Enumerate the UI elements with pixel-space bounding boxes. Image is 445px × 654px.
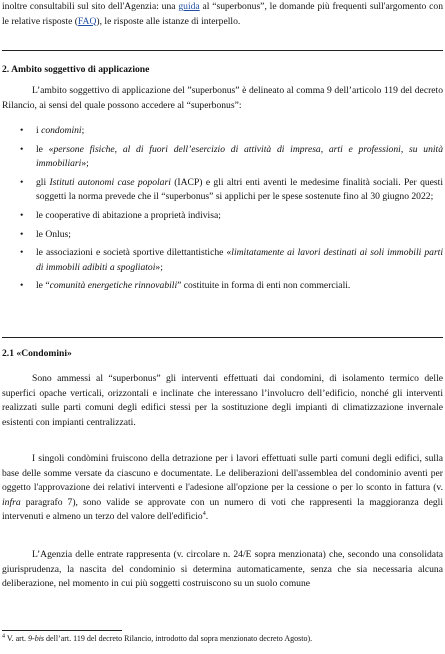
list-item: • i condomini; xyxy=(20,124,443,139)
subsection-heading: 2.1 «Condomini» xyxy=(2,348,72,359)
footnote: $^4$ V. art. 9-bis dell’art. 119 del decreto Rilancio, introdotto dal sopra menzionato decreto Agosto). xyxy=(2,633,313,643)
faq-link[interactable]: FAQ xyxy=(77,15,97,27)
body-paragraph: Sono ammessi al “superbonus” gli interventi effettuati dai condomini, di isolamento termico delle superfici opache verticali, orizzontali e inclinate che interessano l’involucro dell’edificio, nonché gli interventi realizzati sulle parti comuni degli edifici stessi per la sostituzione degli impianti di climatizzazione invernale esistenti con impianti centralizzati. xyxy=(2,373,443,428)
section-intro-paragraph: L’ambito soggettivo di applicazione del ”superbonus” è delineato al comma 9 dell’articolo 119 del decreto Rilancio, ai sensi del quale possono accedere al “superbonus”: xyxy=(2,85,443,111)
section-divider xyxy=(2,50,443,51)
list-item: • le “comunità energetiche rinnovabili” costituite in forma di enti non commerciali. xyxy=(20,279,443,294)
list-item: • le cooperative di abitazione a proprietà indivisa; xyxy=(20,209,443,224)
intro-paragraph xyxy=(2,0,443,29)
body-paragraph: L’Agenzia delle entrate rappresenta (v. circolare n. 24/E sopra menzionata) che, secondo una consolidata giurisprudenza, la nascita del condominio si determina automaticamente, senza che sia necessaria alcuna deliberazione, nel momento in cui più soggetti costruiscono su un suolo comune xyxy=(2,549,443,590)
footnote-reference: 4 xyxy=(202,511,206,518)
footnote-divider xyxy=(2,630,122,631)
intro-text: inoltre consultabili sul sito dell'Agenzia: una xyxy=(2,1,179,12)
list-item: • le Onlus; xyxy=(20,228,443,243)
intro-text: ), le risposte alle istanze di interpello. xyxy=(96,15,241,27)
section-divider xyxy=(2,337,443,338)
list-item: • le associazioni e società sportive dilettantistiche «limitatamente ai lavori destinati ai soli immobili parti di immobili adibiti a spogliatoi»; xyxy=(20,246,443,275)
list-item: • gli Istituti autonomi case popolari (IACP) e gli altri enti aventi le medesime finalità sociali. Per questi soggetti la norma prevede che il “superbonus” si applichi per le spese sostenute fino al 30 giugno 2022; xyxy=(20,176,443,205)
body-paragraph: I singoli condòmini fruiscono della detrazione per i lavori effettuati sulle parti comuni degli edifici, sulla base delle somme versate da ciascuno e documentate. Le deliberazioni dell'assemblea del condominio aventi per oggetto l'approvazione dei relativi interventi e l'adesione all'opzione per la cessione o per lo sconto in fattura (v. infra paragrafo 7), sono valide se approvate con un numero di voti che rappresenti la maggioranza degli intervenuti e almeno un terzo del valore dell'edificio$^4$. xyxy=(2,453,443,523)
section-heading: 2. Ambito soggettivo di applicazione xyxy=(2,64,150,75)
intro-text: al “superbonus”, le domande più frequenti sull'argomento con le relative risposte ( xyxy=(2,1,443,27)
list-item: • le «persone fisiche, al di fuori dell’esercizio di attività di impresa, arti e professioni, su unità immobiliari»; xyxy=(20,143,443,172)
guida-link[interactable]: guida xyxy=(178,1,200,12)
eligible-subjects-list xyxy=(20,124,443,298)
